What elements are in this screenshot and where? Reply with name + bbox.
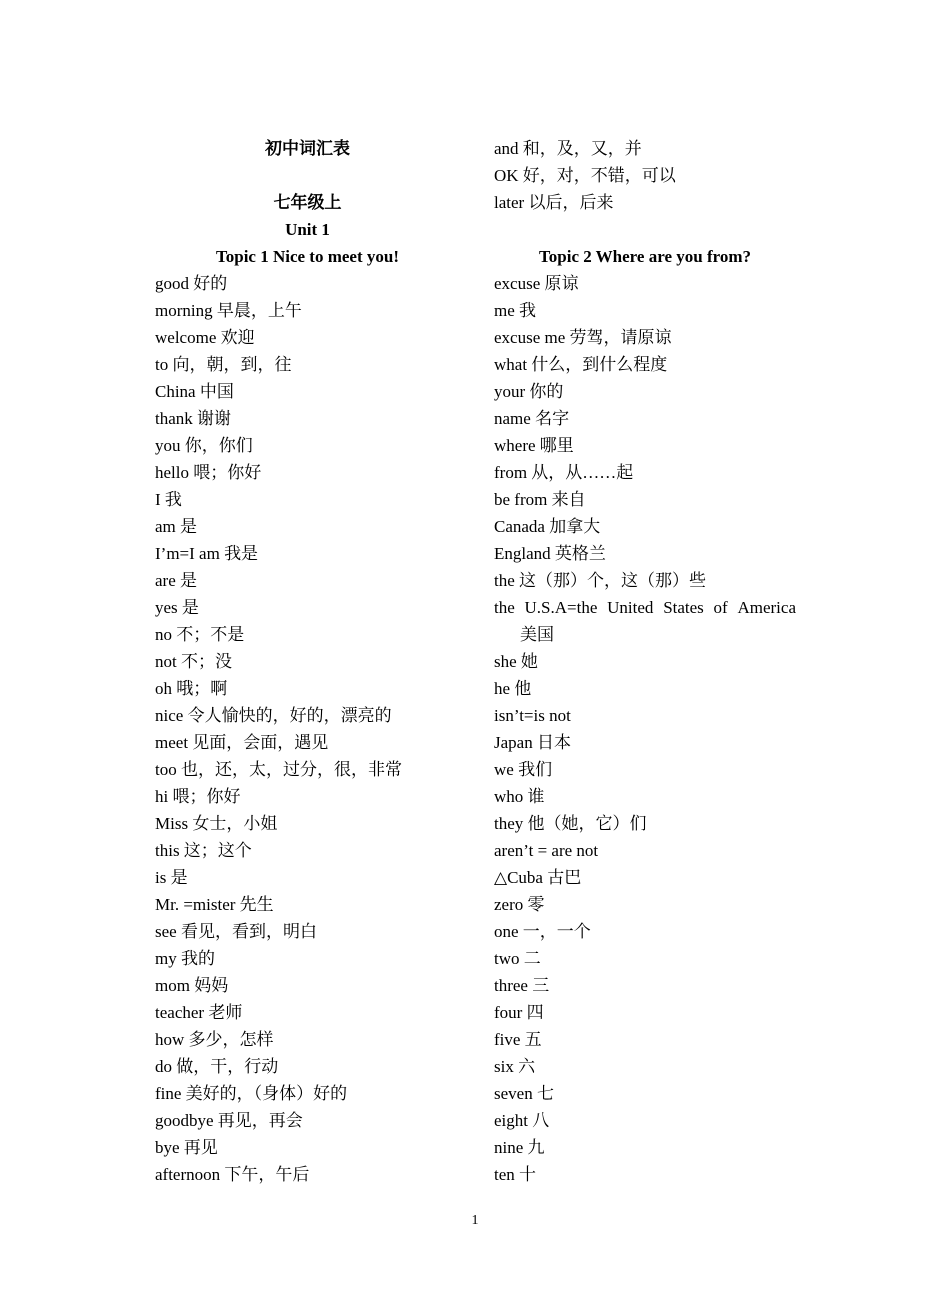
vocab-entry: your 你的 — [494, 382, 564, 401]
vocab-entry: no 不；不是 — [155, 625, 245, 644]
topic1-heading: Topic 1 Nice to meet you! — [215, 247, 400, 266]
vocab-entry: hi 喂；你好 — [155, 787, 241, 806]
topic2-word-list-a — [494, 270, 796, 594]
vocab-entry: am 是 — [155, 517, 198, 536]
vocab-entry: who 谁 — [494, 787, 545, 806]
vocab-entry: good 好的 — [155, 274, 228, 293]
vocab-entry: two 二 — [494, 949, 541, 968]
vocab-entry: nine 九 — [494, 1138, 545, 1157]
vocab-entry: you 你，你们 — [155, 436, 253, 455]
vocab-entry: she 她 — [494, 652, 538, 671]
vocab-entry: excuse me 劳驾，请原谅 — [494, 328, 672, 347]
usa-word: of — [713, 598, 728, 617]
vocab-entry: are 是 — [155, 571, 198, 590]
topic2-word-list-b — [494, 648, 796, 1188]
usa-word: the — [494, 598, 515, 617]
vocab-entry: later 以后，后来 — [494, 193, 614, 212]
vocab-entry: from 从，从……起 — [494, 463, 634, 482]
vocab-entry: what 什么，到什么程度 — [494, 355, 668, 374]
usa-entry — [494, 594, 796, 621]
usa-word: States — [663, 598, 704, 617]
vocab-entry: England 英格兰 — [494, 544, 606, 563]
page-number: 1 — [471, 1213, 479, 1228]
vocab-entry: five 五 — [494, 1030, 542, 1049]
vocab-entry: excuse 原谅 — [494, 274, 579, 293]
vocab-entry: I 我 — [155, 490, 182, 509]
vocab-entry: me 我 — [494, 301, 537, 320]
vocab-entry: zero 零 — [494, 895, 545, 914]
vocab-entry: eight 八 — [494, 1111, 550, 1130]
usa-word: U.S.A=the — [524, 598, 598, 617]
vocab-entry: the 这（那）个，这（那）些 — [494, 571, 707, 590]
vocab-entry: ten 十 — [494, 1165, 537, 1184]
topic2-heading: Topic 2 Where are you from? — [538, 247, 752, 266]
vocab-entry: afternoon 下午，午后 — [155, 1165, 310, 1184]
vocab-entry: welcome 欢迎 — [155, 328, 255, 347]
vocab-entry: OK 好，对，不错，可以 — [494, 166, 676, 185]
vocab-entry: where 哪里 — [494, 436, 574, 455]
vocab-entry: seven 七 — [494, 1084, 554, 1103]
left-column — [155, 135, 460, 1188]
vocab-entry: goodbye 再见，再会 — [155, 1111, 303, 1130]
vocab-entry: Japan 日本 — [494, 733, 571, 752]
vocab-entry: bye 再见 — [155, 1138, 218, 1157]
usa-meaning: 美国 — [520, 625, 554, 644]
vocab-entry: aren’t = are not — [494, 841, 599, 860]
vocab-entry: name 名字 — [494, 409, 570, 428]
page-title: 初中词汇表 — [265, 139, 350, 158]
vocab-entry: and 和，及，又，并 — [494, 139, 642, 158]
vocab-entry: fine 美好的，（身体）好的 — [155, 1084, 348, 1103]
vocab-entry: thank 谢谢 — [155, 409, 232, 428]
vocab-entry: six 六 — [494, 1057, 536, 1076]
spacer — [494, 216, 796, 243]
vocab-entry: three 三 — [494, 976, 550, 995]
vocab-entry: is 是 — [155, 868, 188, 887]
vocab-entry: too 也，还，太，过分，很，非常 — [155, 760, 402, 779]
vocab-entry: they 他（她，它）们 — [494, 814, 647, 833]
vocab-entry: meet 见面，会面，遇见 — [155, 733, 329, 752]
vocab-entry: China 中国 — [155, 382, 234, 401]
vocab-entry: he 他 — [494, 679, 532, 698]
vocab-entry: we 我们 — [494, 760, 553, 779]
grade-heading: 七年级上 — [273, 193, 342, 212]
vocab-entry: this 这；这个 — [155, 841, 252, 860]
vocab-entry: yes 是 — [155, 598, 199, 617]
usa-word: America — [737, 598, 796, 617]
usa-word: United — [607, 598, 654, 617]
vocab-entry: mom 妈妈 — [155, 976, 229, 995]
right-column — [494, 135, 796, 1188]
vocab-entry: see 看见，看到，明白 — [155, 922, 317, 941]
vocab-entry: to 向，朝，到，往 — [155, 355, 292, 374]
vocab-entry: morning 早晨，上午 — [155, 301, 302, 320]
vocab-entry: not 不；没 — [155, 652, 232, 671]
vocab-entry: my 我的 — [155, 949, 215, 968]
vocab-entry: Canada 加拿大 — [494, 517, 601, 536]
vocab-entry: nice 令人愉快的，好的，漂亮的 — [155, 706, 392, 725]
vocab-entry: Mr. =mister 先生 — [155, 895, 274, 914]
topic1-word-list — [155, 270, 460, 1188]
vocab-entry: oh 哦；啊 — [155, 679, 228, 698]
vocab-entry: one 一，一个 — [494, 922, 591, 941]
vocab-entry: Miss 女士，小姐 — [155, 814, 278, 833]
topic1-continued-list — [494, 135, 796, 216]
unit-heading: Unit 1 — [285, 220, 330, 239]
vocab-entry: hello 喂；你好 — [155, 463, 262, 482]
vocab-entry: do 做，干，行动 — [155, 1057, 279, 1076]
vocab-entry: △Cuba 古巴 — [494, 868, 582, 887]
vocab-entry: how 多少，怎样 — [155, 1030, 274, 1049]
vocab-entry: teacher 老师 — [155, 1003, 243, 1022]
vocab-entry: four 四 — [494, 1003, 544, 1022]
vocab-entry: be from 来自 — [494, 490, 586, 509]
spacer — [155, 162, 460, 189]
vocab-entry: I’m=I am 我是 — [155, 544, 259, 563]
vocab-entry: isn’t=is not — [494, 706, 571, 725]
